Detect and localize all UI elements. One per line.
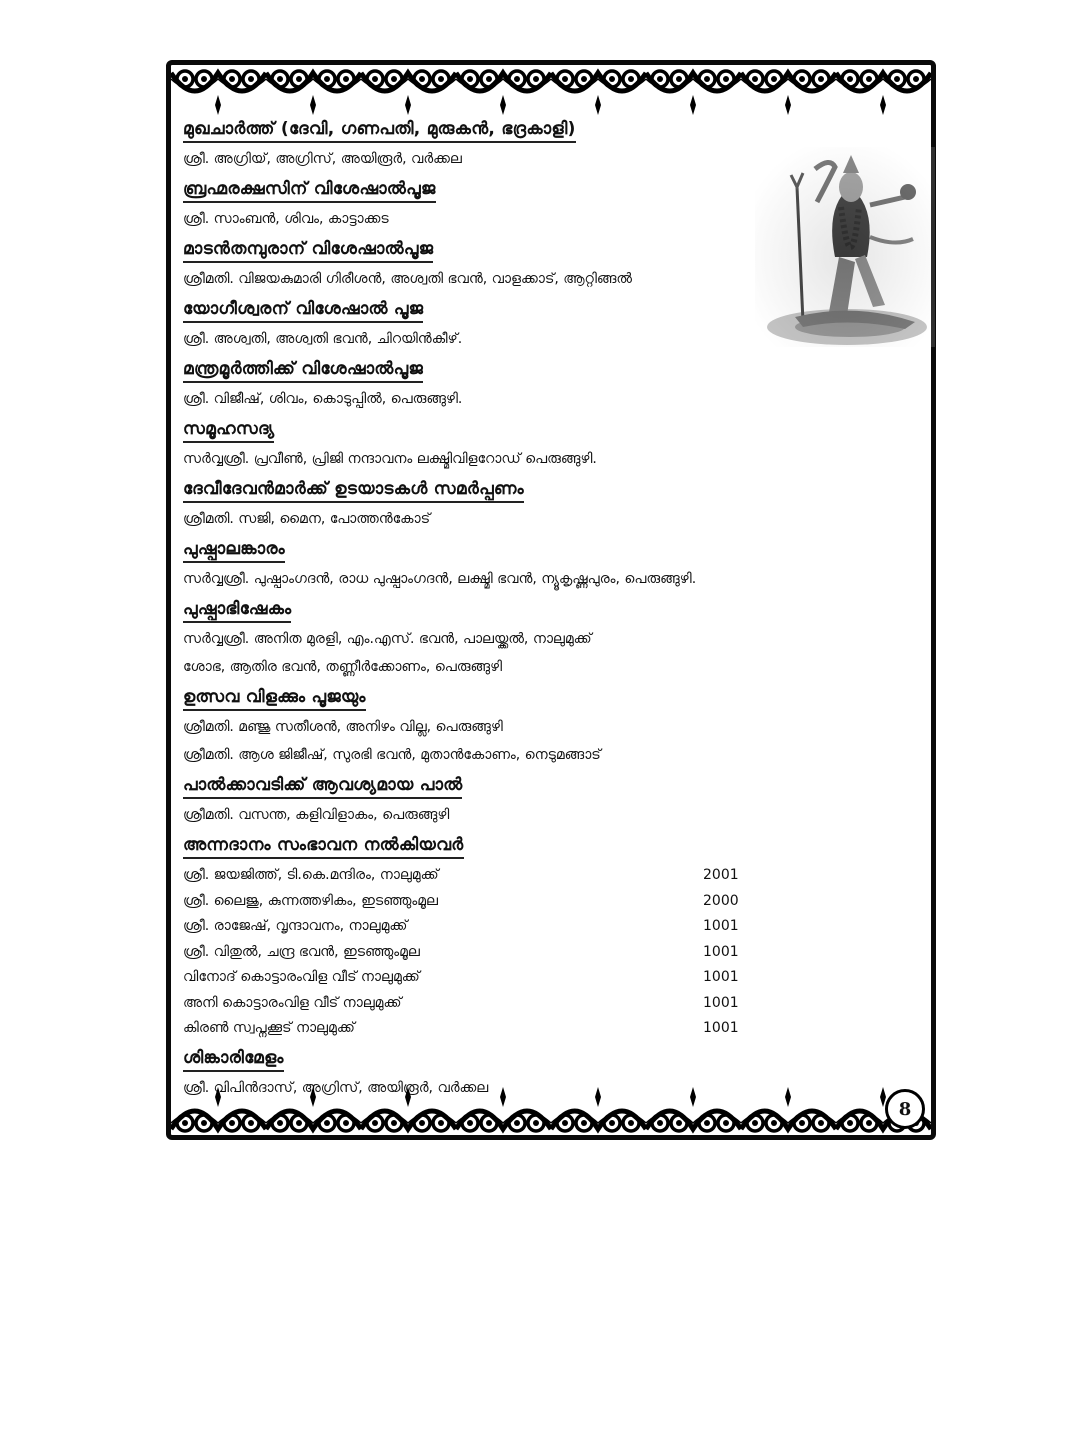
table-row: [183, 1016, 743, 1042]
sponsor-line: ശ്രീമതി. ആശ ജിജീഷ്, സുരഭി ഭവൻ, മുതാൻകോണം, നെടുമങ്ങാട്: [183, 747, 601, 763]
donor-name: ശ്രീ. വിതുൽ, ചന്ദ്ര ഭവൻ, ഇടഞ്ഞുംമൂല: [183, 943, 420, 960]
sponsor-line: ശ്രീമതി. വിജയകുമാരി ഗിരീശൻ, അശ്വതി ഭവൻ, വാളക്കാട്, ആറ്റിങ്ങൽ: [183, 271, 633, 287]
donation-amount: 1001: [703, 969, 739, 985]
scroll-ornament-icon: [171, 1083, 931, 1135]
donation-amount: 1001: [703, 918, 739, 934]
section-mukhacharthu: [183, 113, 913, 173]
section-heading: ശിങ്കാരിമേളം: [183, 1047, 284, 1072]
sponsor-line: ശ്രീ. അശ്വതി, അശ്വതി ഭവൻ, ചിറയിൻകീഴ്.: [183, 331, 463, 347]
sponsor-line: ശ്രീമതി. സജി, മൈന, പോത്തൻകോട്: [183, 511, 431, 527]
sponsor-line: ശ്രീ. വിജീഷ്, ശിവം, കൊടുപ്പിൽ, പെരുങ്ങുഴി.: [183, 391, 463, 407]
section-heading: മുഖചാർത്ത് (ദേവി, ഗണപതി, മുരുകൻ, ഭദ്രകാളി): [183, 118, 576, 143]
section-heading: പുഷ്പാലങ്കാരം: [183, 538, 285, 563]
section-palkavadi: [183, 769, 913, 829]
section-udayada-samarppanam: [183, 473, 913, 533]
section-heading: മന്ത്രമൂർത്തിക്ക് വിശേഷാൽപൂജ: [183, 358, 423, 383]
section-heading: ഉത്സവ വിളക്കും പൂജയും: [183, 686, 366, 711]
sponsor-line: സർവ്വശ്രീ. പ്രവീൺ, പ്രിജി നന്ദാവനം ലക്ഷ്മിവിളറോഡ് പെരുങ്ങുഴി.: [183, 451, 597, 467]
scroll-ornament-icon: [171, 65, 931, 117]
section-heading: സമൂഹസദ്യ: [183, 418, 274, 443]
section-annadanam: [183, 829, 913, 1042]
sponsor-line: ശോഭ, ആതിര ഭവൻ, തണ്ണീർക്കോണം, പെരുങ്ങുഴി: [183, 659, 503, 675]
donation-amount: 1001: [703, 943, 739, 960]
table-row: [183, 889, 743, 915]
donor-name: കിരൺ സ്വപ്നക്കൂട് നാലുമുക്ക്: [183, 1020, 355, 1036]
sponsor-line: ശ്രീമതി. വസന്ത, കളിവിളാകം, പെരുങ്ങുഴി: [183, 807, 450, 823]
section-madanthampuran-pooja: [183, 233, 913, 293]
section-heading: പാൽക്കാവടിക്ക് ആവശ്യമായ പാൽ: [183, 774, 462, 799]
section-heading: മാടൻതമ്പുരാന് വിശേഷാൽപൂജ: [183, 238, 433, 263]
sponsor-line: സർവ്വശ്രീ. പുഷ്പാംഗദൻ, രാധ പുഷ്പാംഗദൻ, ലക്ഷ്മി ഭവൻ, ന്യൂകൃഷ്ണപുരം, പെരുങ്ങുഴി.: [183, 571, 697, 587]
table-row: [183, 914, 743, 940]
section-manthramoorthy-pooja: [183, 353, 913, 413]
donor-name: വിനോദ് കൊട്ടാരംവിള വീട് നാലുമുക്ക്: [183, 969, 420, 985]
section-heading: ദേവീദേവൻമാർക്ക് ഉടയാടകൾ സമർപ്പണം: [183, 478, 524, 503]
table-row: [183, 863, 743, 889]
donation-amount: 1001: [703, 994, 739, 1011]
section-utsava-vilakku: [183, 681, 913, 769]
sponsor-line: ശ്രീമതി. മഞ്ജു സതീശൻ, അനിഴം വില്ല, പെരുങ്ങുഴി: [183, 719, 503, 735]
section-samooha-sadya: [183, 413, 913, 473]
donor-name: അനി കൊട്ടാരംവിള വീട് നാലുമുക്ക്: [183, 994, 402, 1011]
section-heading: പുഷ്പാഭിഷേകം: [183, 598, 291, 623]
bottom-ornamental-border: [171, 1083, 931, 1135]
page-content: [183, 113, 913, 1102]
section-heading: അന്നദാനം സംഭാവന നൽകിയവർ: [183, 834, 464, 859]
table-row: [183, 965, 743, 991]
top-ornamental-border: [171, 65, 931, 117]
donation-amount: 2000: [703, 892, 739, 909]
section-heading: ബ്രഹ്മരക്ഷസിന് വിശേഷാൽപൂജ: [183, 178, 436, 203]
section-pushpabhishekam: [183, 593, 913, 681]
sponsor-line: ശ്രീ. അഗ്രിയ്, അഗ്രിസ്, അയിരൂർ, വർക്കല: [183, 151, 462, 167]
donor-name: ശ്രീ. ജയജിത്ത്, ടി.കെ.മന്ദിരം, നാലുമുക്ക്: [183, 867, 439, 883]
donor-table: [183, 863, 743, 1042]
table-row: [183, 991, 743, 1017]
donation-amount: 2001: [703, 867, 739, 883]
page-frame: [166, 60, 936, 1140]
section-heading: യോഗീശ്വരന് വിശേഷാൽ പൂജ: [183, 298, 423, 323]
table-row: [183, 940, 743, 966]
section-brahmarakshas-pooja: [183, 173, 913, 233]
sponsor-line: ശ്രീ. സാംബൻ, ശിവം, കാട്ടാക്കട: [183, 211, 389, 227]
section-pushpalankaram: [183, 533, 913, 593]
page-number-badge: 8: [885, 1089, 925, 1129]
donation-amount: 1001: [703, 1020, 739, 1036]
section-yogeeswaran-pooja: [183, 293, 913, 353]
sponsor-line: സർവ്വശ്രീ. അനിത മുരളി, എം.എസ്. ഭവൻ, പാലയ്ക്കൽ, നാലുമുക്ക്: [183, 631, 592, 647]
donor-name: ശ്രീ. രാജേഷ്, വൃന്ദാവനം, നാലുമുക്ക്: [183, 918, 408, 934]
donor-name: ശ്രീ. ലൈജു, കുന്നത്തഴികം, ഇടഞ്ഞുംമൂല: [183, 892, 438, 909]
